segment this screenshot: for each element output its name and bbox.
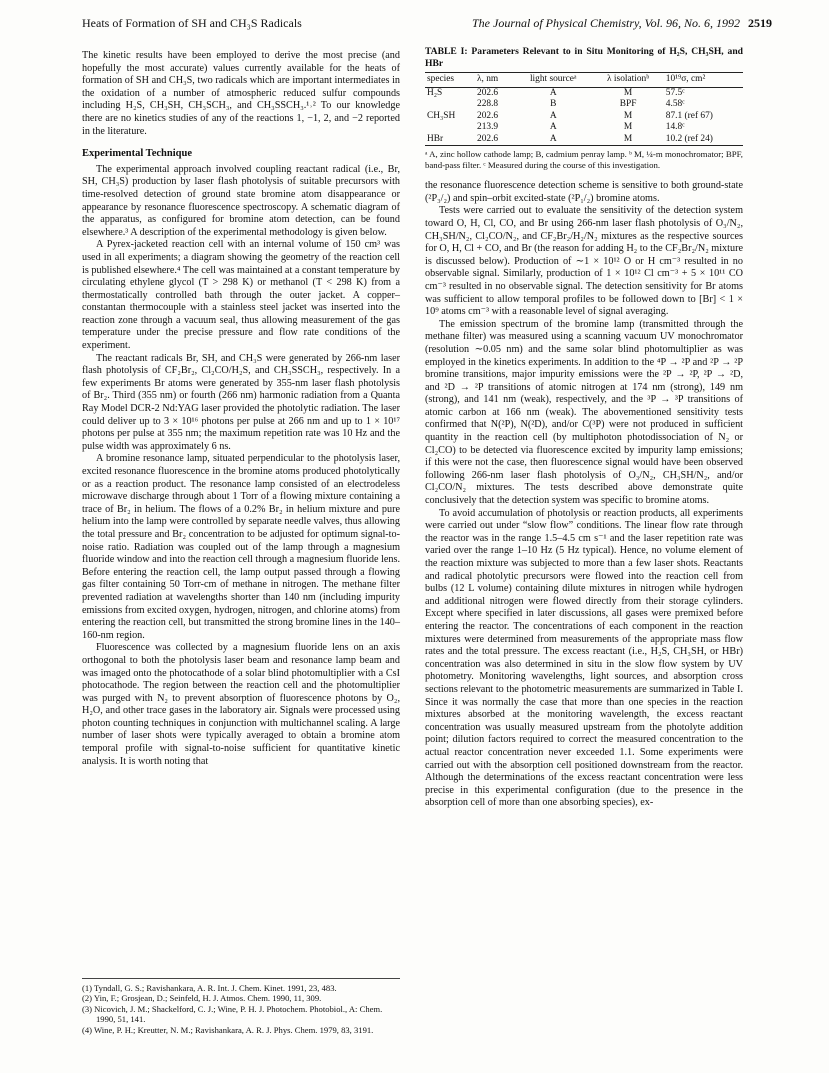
references (82, 978, 400, 1035)
table-header-cell: λ, nm (477, 74, 499, 84)
table-cell: HBr (427, 133, 444, 144)
table-header-cell: λ isolationᵇ (607, 74, 650, 84)
parameters-table (425, 72, 743, 146)
section-heading: Experimental Technique (82, 148, 192, 160)
table-cell: 213.9 (477, 122, 499, 132)
body-paragraph: The emission spectrum of the bromine lamp (transmitted through the methane filter) was measured using a scanning vacuum UV monochromator (resolution ∼0.05 nm) and the same solar blind photomultiplier as was employed in the kinetics experiments. In addition to the ⁴P → ²P and ²P → ²P bromine transitions, major impurity emissions were the ²P → ²P, ²P → ²D, and ²D → ²P transitions of atomic nitrogen at 174 nm (strong), 149 nm (strong), and 141 nm (weak), respectively, and the ³P → ³P transitions of atomic carbon at 166 nm (weak). The abovementioned sensitivity tests confirmed that N(²P), N(²D), and/or C(³P) were not produced in sufficient quantity in the reaction cell (by multiphoton photodissociation of N₂ or Cl₂CO) to be detected via fluorescence excited by impurity lamp emissions; if this were not the case, then fluorescence signal would have been observed following 266-nm laser flash photolysis of O₃/N₂, CH₃SH/N₂, and/or Cl₂CO/N₂ mixtures. The tests described above demonstrate quite conclusively that the detection system was specific to bromine atoms. (425, 318, 743, 507)
table-header-cell: light sourceᵃ (529, 74, 577, 84)
reference-item: (4) Wine, P. H.; Kreutter, N. M.; Ravishankara, A. R. J. Phys. Chem. 1979, 83, 3191. (82, 1024, 374, 1035)
body-paragraph: A Pyrex-jacketed reaction cell with an internal volume of 150 cm³ was used in all experiments; a diagram showing the geometry of the reaction cell is published elsewhere.⁴ The cell was maintained at a constant temperature by circulating ethylene glycol (T > 298 K) or methanol (T < 298 K) from a thermostatically controlled bath through the outer jacket. A copper–constantan thermocouple with a stainless steel jacket was inserted into the reaction zone through a vacuum seal, thus allowing measurement of the gas temperature under the precise pressure and flow rate conditions of the experiment. (82, 239, 400, 352)
journal-name: The Journal of Physical Chemistry, Vol. 96, No. 6, 1992 (472, 16, 740, 30)
reference-item: (3) Nicovich, J. M.; Shackelford, C. J.; Wine, P. H. J. Photochem. Photobiol., A: Chem. 1990, 51, 141. (82, 1003, 383, 1025)
table-cell: BPF (619, 99, 637, 109)
table-cell: A (549, 122, 557, 132)
table-cell (425, 122, 475, 134)
body-paragraph: The experimental approach involved coupling reactant radical (i.e., Br, SH, CH₃S) production by laser flash photolysis of suitable precursors with time-resolved detection of ground state bromine atom disappearance or appearance by resonance fluorescence spectroscopy. A schematic diagram of the apparatus, as configured for bromine atom detection, can be found elsewhere.³ A description of the experimental methodology is given below. (82, 163, 400, 238)
table-cell: A (549, 87, 557, 98)
body-paragraph: the resonance fluorescence detection scheme is sensitive to both ground-state (²P₃/₂) and spin–orbit excited-state (²P₁/₂) bromine atoms. (425, 180, 743, 204)
reference-item: (1) Tyndall, G. S.; Ravishankara, A. R. Int. J. Chem. Kinet. 1991, 23, 483. (82, 983, 337, 993)
table-header-row (425, 73, 743, 88)
running-header (82, 16, 772, 34)
body-paragraph: The reactant radicals Br, SH, and CH₃S were generated by 266-nm laser flash photolysis of CF₂Br₂, Cl₂CO/H₂S, and CH₃SSCH₃, respectively. In a few experiments Br atoms were generated by 355-nm laser flash photolysis of Br₂. Third (355 nm) or fourth (266 nm) harmonic radiation from a Quanta Ray Model DCR-2 Nd:YAG laser provided the photolytic radiation. The laser could deliver up to 3 × 10¹⁶ photons per pulse at 266 nm and up to 1 × 10¹⁷ photons per pulse at 355 nm; the maximum repetition rate was 10 Hz and the pulse width was approximately 6 ns. (82, 352, 400, 452)
table-row (425, 111, 743, 123)
table-cell: 202.6 (477, 133, 499, 144)
table-cell: M (623, 87, 633, 98)
table-cell: M (623, 133, 633, 144)
intro-paragraph: The kinetic results have been employed to derive the most precise (and hopefully the most accurate) values currently available for the heats of formation of SH and CH₃S, two radicals which are important intermediates in the oxidation of a number of atmospheric reduced sulfur compounds including H₂S, CH₃SH, CH₃SCH₃, and CH₃SSCH₃.¹˒² To our knowledge there are no kinetics studies of any of the reactions 1, −1, 2, and −2 reported in the literature. (82, 50, 400, 137)
body-paragraph: Tests were carried out to evaluate the sensitivity of the detection system toward O, H, Cl, CO, and Br using 266-nm laser flash photolysis of O₃/N₂, CH₃SH/N₂, Cl₂CO/N₂, and CF₂Br₂/H₂/N₂ mixtures as the respective sources for O, H, Cl + CO, and Br (the reason for adding H₂ to the CF₂Br₂/N₂ mixture is discussed below). Production of ∼1 × 10¹² O or H cm⁻³ resulted in no observable signal. Similarly, production of 1 × 10¹² Cl cm⁻³ + 5 × 10¹¹ CO cm⁻³ resulted in no observable signal. The detection sensitivity for Br atoms was sufficient to allow temporal profiles to be followed down to [Br] < 1 × 10⁹ atoms cm⁻³ with a reasonable level of signal averaging. (425, 205, 743, 318)
table-cell: 4.58ᶜ (665, 99, 685, 109)
table-cell: 14.8ᶜ (665, 122, 685, 132)
table-cell: A (549, 110, 557, 121)
table-cell: 228.8 (477, 99, 499, 109)
table-header-cell: 10¹⁹σ, cm² (665, 74, 706, 84)
table-caption: TABLE I: Parameters Relevant to in Situ Monitoring of H₂S, CH₃SH, and HBr (425, 46, 743, 69)
reference-item: (2) Yin, F.; Grosjean, D.; Seinfeld, H. J. Atmos. Chem. 1990, 11, 309. (82, 993, 322, 1004)
table-header-cell: species (427, 74, 455, 84)
journal-citation (472, 16, 772, 31)
table-cell: B (550, 99, 557, 109)
table-cell: M (623, 122, 633, 132)
table-cell: A (549, 133, 557, 144)
table-cell: 10.2 (ref 24) (665, 133, 713, 144)
table-footnote: ᵃ A, zinc hollow cathode lamp; B, cadmium penray lamp. ᵇ M, ¼-m monochromator; BPF, band-pass filter. ᶜ Measured during the course of this investigation. (425, 149, 743, 170)
table-row (425, 134, 743, 146)
table-row (425, 122, 743, 134)
right-column (425, 46, 743, 810)
body-paragraph: To avoid accumulation of photolysis or reaction products, all experiments were carried out under “slow flow” conditions. The linear flow rate through the reactor was in the range 1.5–4.5 cm s⁻¹ and the laser repetition rate was varied over the range 1–10 Hz (5 Hz typical). Hence, no volume element of the reaction mixture was subjected to more than a few laser shots. Reactants and radical photolytic precursors were flowed into the reaction cell from bulbs (12 L volume) containing dilute mixtures in nitrogen while hydrogen and additional nitrogen were flowed directly from their storage cylinders. Except where specified in later discussions, all gases were premixed before entering the reactor. The concentrations of each component in the reaction mixtures were determined from measurements of the appropriate mass flow rates and the total pressure. The excess reactant (i.e., H₂S, CH₃SH, or HBr) concentration was also determined in situ in the slow flow system by UV photometry. Monitoring wavelengths, light sources, and absorption cross sections relevant to the photometric measurements are summarized in Table I. Since it was normally the case that more than one species in the reaction mixtures absorbed at the monitoring wavelength, the excess reactant concentration was usually measured upstream from the photolyte addition point; dilution factors required to correct the measured concentration to the actual reactor concentration never exceeded 1.1. Some experiments were carried out with the absorption cell positioned downstream from the reactor. Although the determinations of the excess reactant concentration were less precise in this experimental configuration (due to the presence in the absorption cell of more than one absorbing species), ex- (425, 507, 743, 809)
table-cell: M (623, 110, 633, 121)
left-column (82, 50, 400, 768)
table-cell: 202.6 (477, 110, 499, 121)
table-cell (425, 99, 475, 111)
table-cell: H₂S (427, 87, 443, 98)
body-paragraph: A bromine resonance lamp, situated perpendicular to the photolysis laser, excited resonance fluorescence in the bromine atoms produced photolytically or as a reaction product. The resonance lamp consisted of an electrodeless microwave discharge through about 1 Torr of a flowing mixture containing a trace of Br₂ in helium. The flows of a 0.2% Br₂ in helium mixture and pure helium into the lamp were controlled by separate needle valves, thus allowing the total pressure and Br₂ concentration to be adjusted for optimum signal-to-noise ratio. Radiation was coupled out of the lamp through a magnesium fluoride window and into the reaction cell through a magnesium fluoride lens. Before entering the reaction cell, the lamp output passed through a flowing gas filter containing 50 Torr-cm of methane in nitrogen. The methane filter prevented radiation at wavelengths shorter than 140 nm (including impurity emissions from excited oxygen, hydrogen, nitrogen, and chlorine atoms) from entering the reaction cell, but transmitted the strong bromine lines in the 140–160-nm region. (82, 453, 401, 641)
table-cell: 87.1 (ref 67) (665, 110, 713, 121)
table-row (425, 99, 743, 111)
table-cell: 202.6 (477, 87, 499, 98)
table-row (425, 87, 743, 99)
body-paragraph: Fluorescence was collected by a magnesium fluoride lens on an axis orthogonal to both the photolysis laser beam and resonance lamp beam and was imaged onto the photocathode of a solar blind photomultiplier with a CsI photocathode. The region between the reaction cell and the photomultiplier was purged with N₂ to prevent absorption of fluorescence photons by O₂, H₂O, and other trace gases in the laboratory air. Signals were processed using photon counting techniques in conjunction with multichannel scaling. A large number of laser shots were typically averaged to obtain a bromine atom temporal profile with signal-to-noise sufficient for quantitative kinetic analysis. It is worth noting that (82, 642, 400, 767)
table-cell: 57.5ᶜ (665, 87, 685, 98)
page-number: 2519 (748, 16, 772, 30)
running-title: Heats of Formation of SH and CH₃S Radicals (82, 16, 302, 30)
table-cell: CH₃SH (427, 110, 456, 121)
